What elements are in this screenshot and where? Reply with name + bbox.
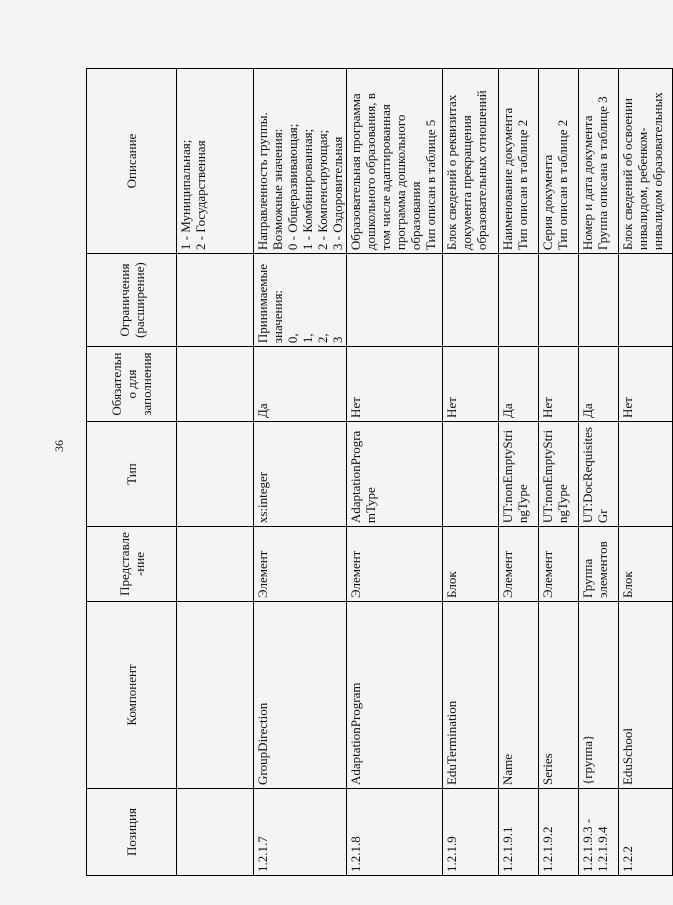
cell-position: 1.2.1.9 [443, 789, 499, 876]
cell-position: 1.2.1.9.1 [499, 789, 539, 876]
description-line: Наименование документа [500, 107, 515, 251]
table-row [499, 69, 539, 876]
description-line: Возможные значения: [270, 128, 285, 251]
cell-limits [539, 254, 579, 347]
description-line: 2 - Государственная [193, 140, 208, 251]
cell-empty [177, 254, 254, 347]
cell-component: Name [499, 601, 539, 788]
cell-mandatory: Нет [539, 347, 579, 422]
cell-description [579, 69, 619, 254]
description-line: 0 - Общеразвивающая; [285, 123, 300, 251]
description-line: Тип описан в таблице 5 [423, 119, 438, 251]
cell-empty [177, 421, 254, 526]
cell-empty [177, 789, 254, 876]
description-line: Серия документа [540, 154, 555, 251]
cell-mandatory: Да [579, 347, 619, 422]
cell-description [177, 69, 254, 254]
description-line: Номер и дата документа [580, 115, 595, 251]
cell-representation: Элемент [254, 527, 347, 602]
description-line: Направленность группы. [255, 112, 270, 251]
cell-type: UT:nonEmptyStringType [499, 421, 539, 526]
cell-limits [499, 254, 539, 347]
cell-empty [177, 527, 254, 602]
header-type: Тип [87, 421, 177, 526]
limit-line: Принимаемые значения: [255, 263, 285, 344]
cell-type [619, 421, 673, 526]
table-row [347, 69, 443, 876]
cell-description [499, 69, 539, 254]
cell-type: UT:DocRequisitesGr [579, 421, 619, 526]
cell-mandatory: Да [254, 347, 347, 422]
cell-description [347, 69, 443, 254]
table-row [443, 69, 499, 876]
cell-representation: Блок [619, 527, 673, 602]
cell-type: UT:nonEmptyStringType [539, 421, 579, 526]
limit-line: 1, [300, 333, 315, 344]
cell-representation: Элемент [499, 527, 539, 602]
limit-line: 0, [285, 333, 300, 344]
cell-description [254, 69, 347, 254]
cell-mandatory: Да [499, 347, 539, 422]
specification-table [86, 68, 673, 876]
cell-limits [443, 254, 499, 347]
cell-representation: Элемент [347, 527, 443, 602]
header-position: Позиция [87, 789, 177, 876]
cell-representation: Блок [443, 527, 499, 602]
cell-position: 1.2.1.8 [347, 789, 443, 876]
description-line: Тип описан в таблице 2 [555, 119, 570, 251]
cell-component: EduTermination [443, 601, 499, 788]
table-row [579, 69, 619, 876]
page-number: 36 [52, 440, 66, 452]
rotated-table-container [86, 68, 665, 876]
cell-description [443, 69, 499, 254]
table-row [539, 69, 579, 876]
description-line: 3 - Оздоровительная [330, 136, 345, 251]
header-limits: Ограничения (расширение) [87, 254, 177, 347]
cell-type [443, 421, 499, 526]
cell-description [619, 69, 673, 254]
cell-position: 1.2.1.7 [254, 789, 347, 876]
description-line: Блок сведений о реквизитах документа прекращения образовательных отношений [444, 90, 489, 251]
cell-limits [619, 254, 673, 347]
table-row [254, 69, 347, 876]
cell-description [539, 69, 579, 254]
cell-component: GroupDirection [254, 601, 347, 788]
cell-empty [177, 347, 254, 422]
cell-limits [254, 254, 347, 347]
cell-mandatory: Нет [443, 347, 499, 422]
cell-mandatory: Нет [619, 347, 673, 422]
cell-component: AdaptationProgram [347, 601, 443, 788]
description-line: 1 - Муниципальная; [178, 139, 193, 251]
cell-component: {группа} [579, 601, 619, 788]
header-mandatory: Обязательно для заполнения [87, 347, 177, 422]
cell-limits [579, 254, 619, 347]
description-line: Тип описан в таблице 2 [515, 119, 530, 251]
cell-type: xs:integer [254, 421, 347, 526]
header-representation: Представле-ние [87, 527, 177, 602]
cell-mandatory: Нет [347, 347, 443, 422]
cell-position: 1.2.1.9.2 [539, 789, 579, 876]
cell-limits [347, 254, 443, 347]
cell-position: 1.2.2 [619, 789, 673, 876]
cell-representation: Группа элементов [579, 527, 619, 602]
cell-empty [177, 601, 254, 788]
table-row-continuation [177, 69, 254, 876]
description-line: Группа описана в таблице 3 [595, 96, 610, 251]
limit-line: 3 [330, 336, 345, 344]
description-line: 1 - Комбинированная; [300, 128, 315, 251]
cell-component: EduSchool [619, 601, 673, 788]
cell-type: AdaptationProgramType [347, 421, 443, 526]
cell-component: Series [539, 601, 579, 788]
header-description: Описание [87, 69, 177, 254]
description-line: Образовательная программа дошкольного образования, в том числе адаптированная программа дошкольного образования [348, 93, 423, 251]
description-line: Блок сведений об освоении инвалидом, ребенком-инвалидом образовательных [620, 92, 665, 251]
limit-line: 2, [315, 333, 330, 344]
cell-position: 1.2.1.9.3 - 1.2.1.9.4 [579, 789, 619, 876]
description-line: 2 - Компенсирующая; [315, 129, 330, 251]
table-row [619, 69, 673, 876]
cell-representation: Элемент [539, 527, 579, 602]
header-component: Компонент [87, 601, 177, 788]
